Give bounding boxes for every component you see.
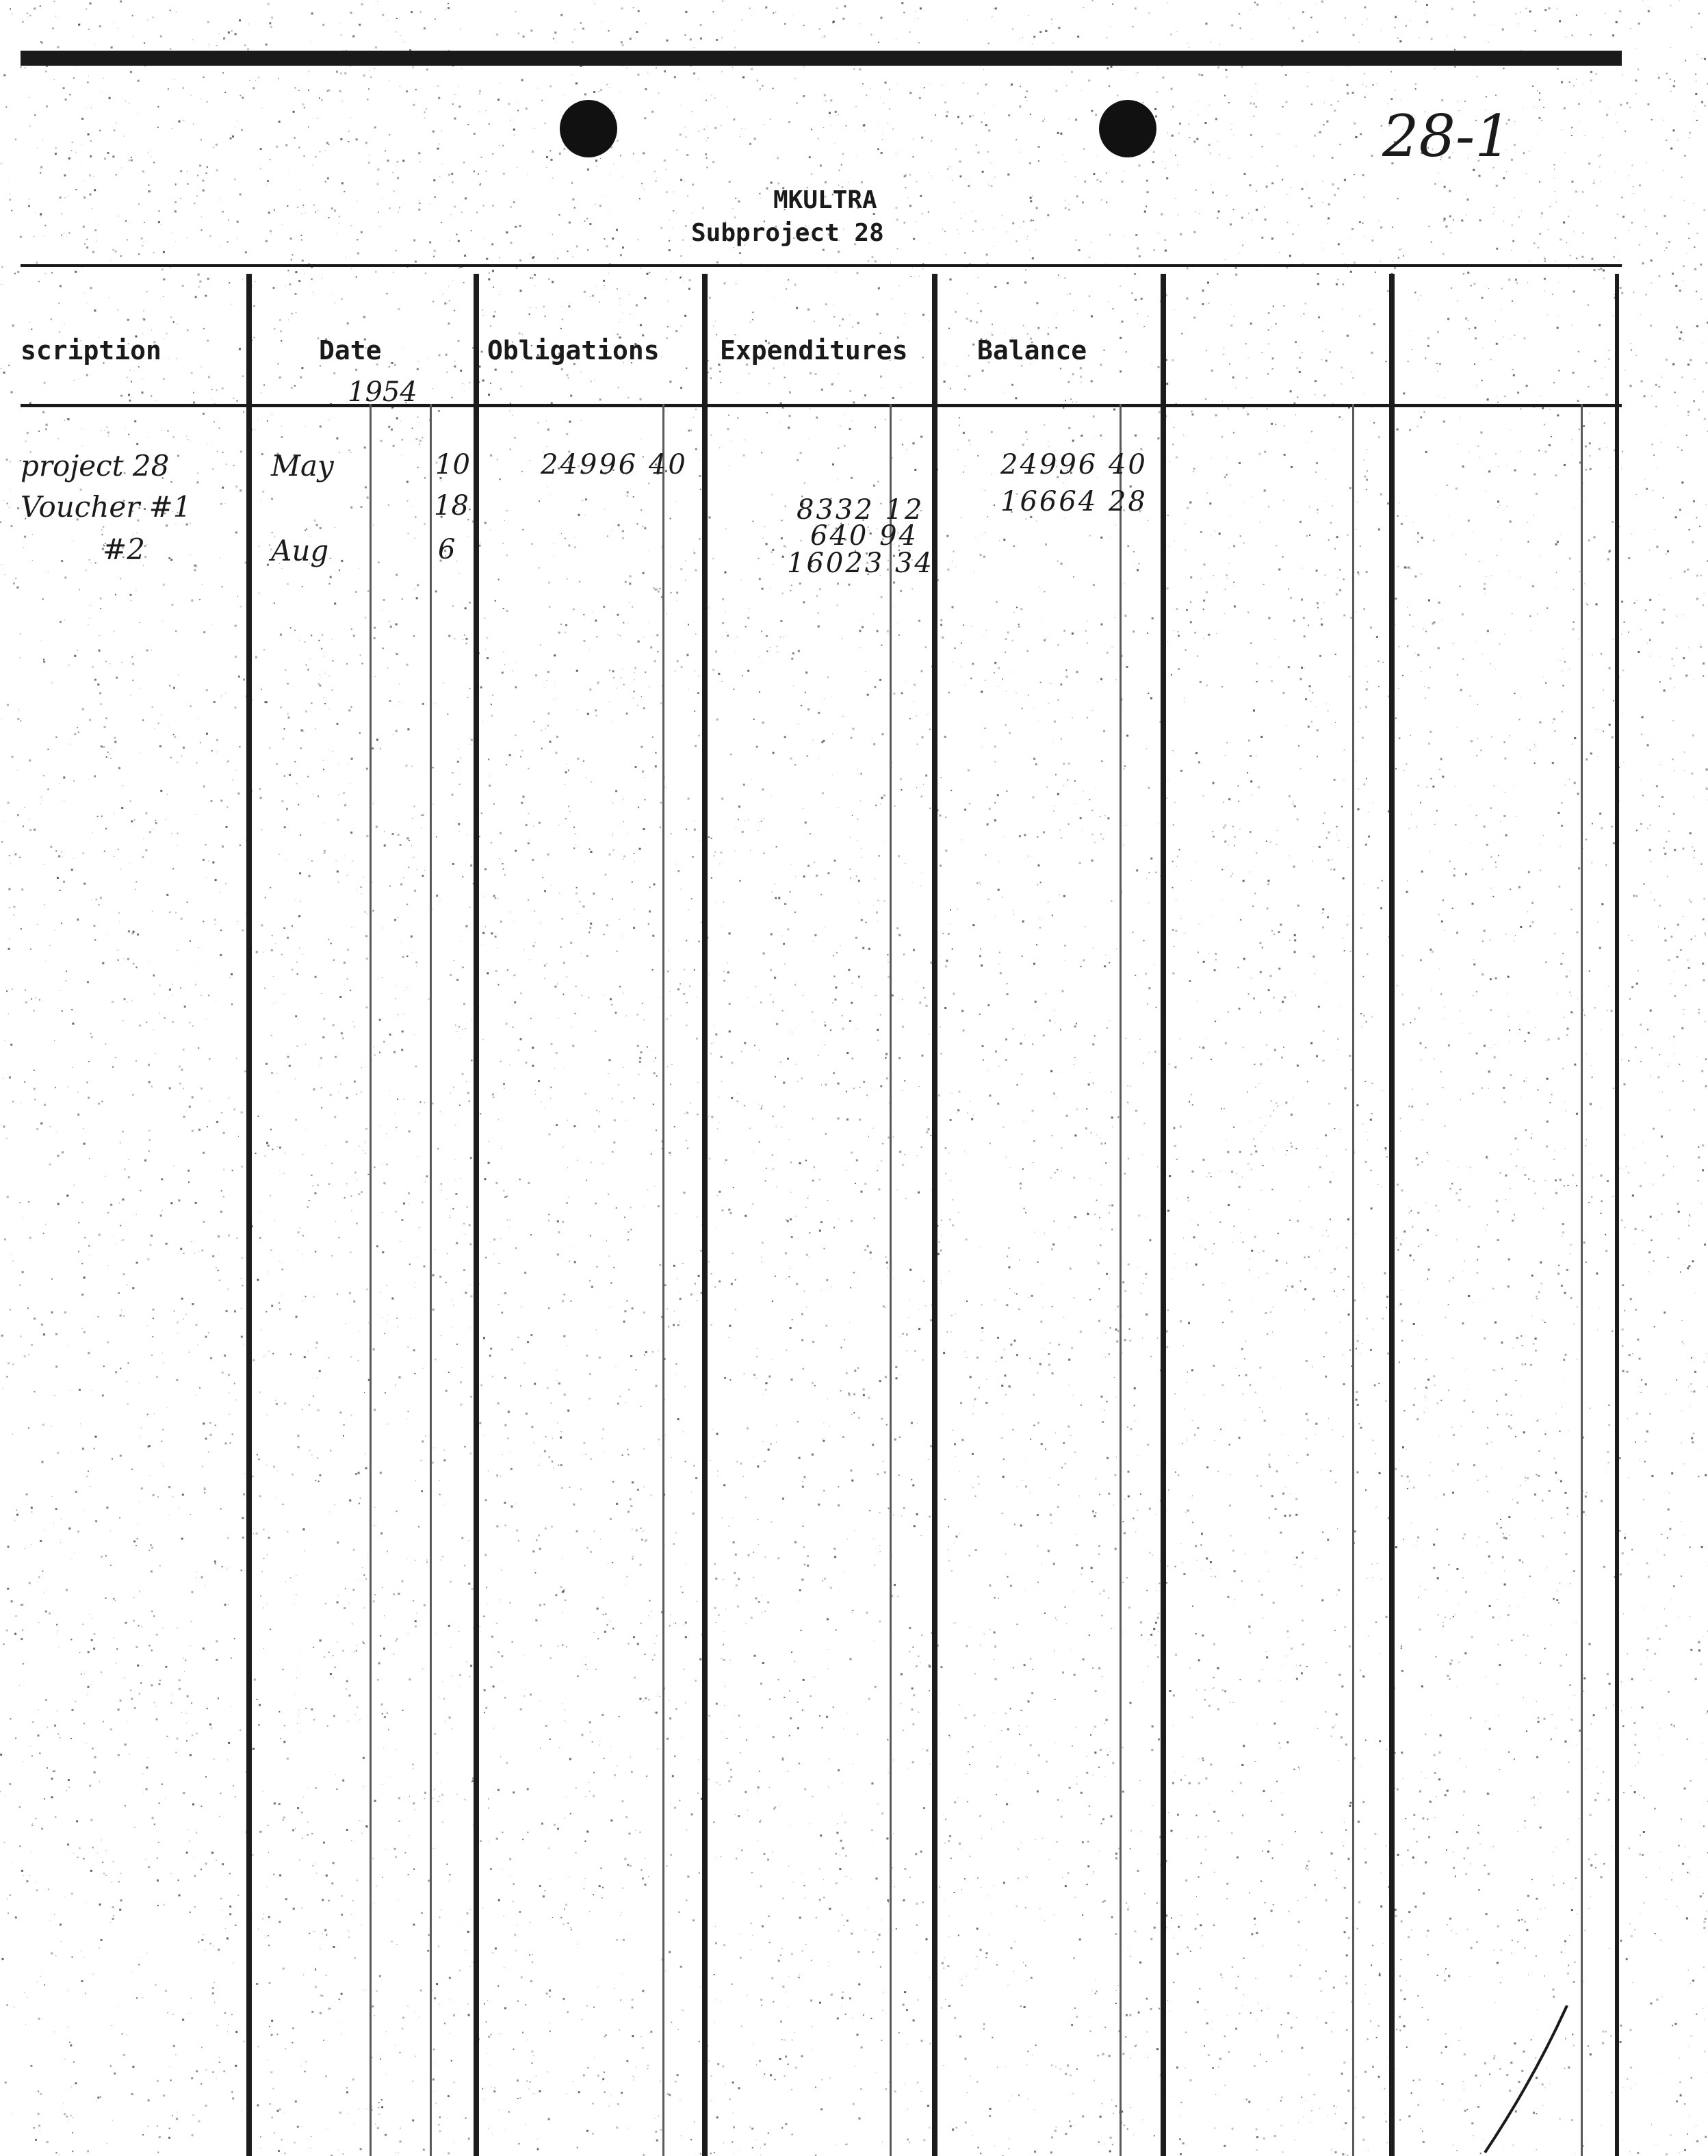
subcolumn-rule: [370, 404, 372, 2156]
document-subtitle: Subproject 28: [691, 219, 884, 247]
subcolumn-rule: [890, 404, 892, 2156]
header-bottom-rule: [21, 404, 1622, 407]
page-number: 28-1: [1382, 103, 1512, 170]
subcolumn-rule: [1352, 404, 1354, 2156]
entry-expenditure: 8332 12: [797, 494, 924, 526]
column-rule: [1615, 274, 1619, 2156]
document-title: MKULTRA: [773, 186, 877, 214]
entry-month: Aug: [271, 534, 329, 567]
punch-hole-right: [1099, 100, 1156, 157]
entry-day: 10: [435, 449, 470, 480]
entry-expenditure: 640 94: [810, 520, 918, 552]
subcolumn-rule: [430, 404, 432, 2156]
column-header-obligations: Obligations: [487, 335, 660, 365]
expenditure-total: 16023 34: [787, 548, 934, 579]
column-rule: [246, 274, 252, 2156]
column-header-expenditures: Expenditures: [720, 335, 908, 365]
column-rule: [702, 274, 708, 2156]
column-header-balance: Balance: [977, 335, 1087, 365]
pen-stroke: [1478, 2005, 1574, 2156]
column-header-date: Date: [319, 335, 382, 365]
entry-day: 6: [438, 534, 456, 565]
entry-description: project 28: [21, 449, 170, 483]
column-rule: [1161, 274, 1166, 2156]
entry-balance: 24996 40: [1000, 449, 1148, 480]
entry-obligation: 24996 40: [541, 449, 688, 480]
top-rule: [21, 51, 1622, 66]
entry-month: May: [271, 449, 334, 483]
entry-day: 18: [434, 490, 469, 522]
column-rule: [1389, 274, 1395, 2156]
subcolumn-rule: [662, 404, 664, 2156]
entry-description: Voucher #1: [21, 490, 192, 524]
entry-description: #2: [103, 532, 145, 566]
subcolumn-rule: [1581, 404, 1583, 2156]
entry-balance: 16664 28: [1000, 486, 1148, 517]
header-top-rule: [21, 264, 1622, 267]
subcolumn-rule: [1120, 404, 1122, 2156]
column-rule: [474, 274, 479, 2156]
punch-hole-left: [560, 100, 617, 157]
year: 1954: [348, 376, 417, 408]
column-header-description: scription: [21, 335, 161, 365]
